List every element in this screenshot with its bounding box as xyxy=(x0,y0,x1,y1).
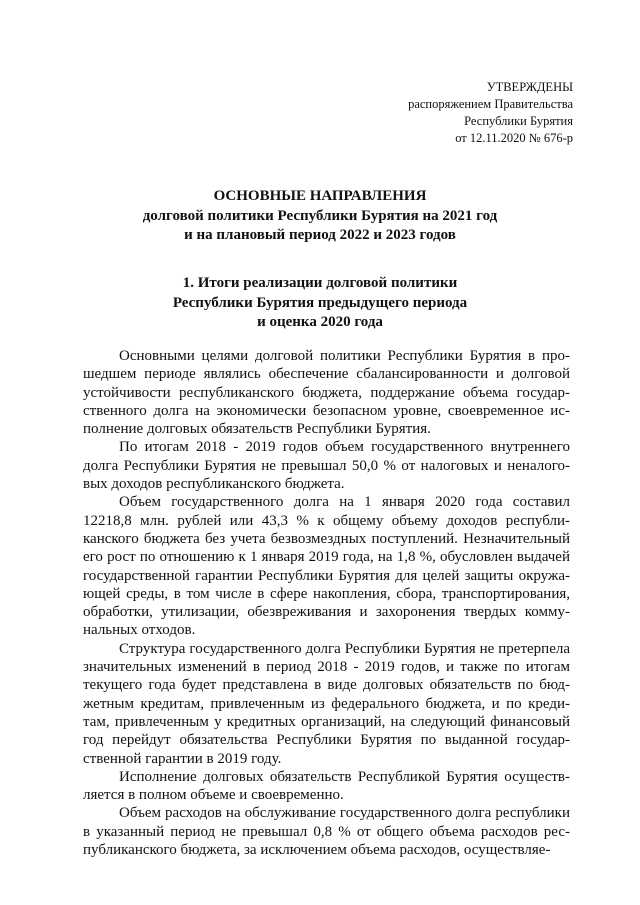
body-paragraph: Основными целями долговой политики Республики Бурятия в прошедшем периоде являлись обеспечение сбалансированности и долговой устойчивости республиканского бюджета, поддержание объема государственного долга на экономически безопасном уровне, своевременное исполнение долговых обязательств Республики Бурятия. xyxy=(83,348,570,438)
document-body xyxy=(83,347,570,859)
section-heading xyxy=(0,274,640,333)
section-heading-line-3: и оценка 2020 года xyxy=(257,314,383,330)
body-paragraph: Объем государственного долга на 1 января 2020 года составил 12218,8 млн. рублей или 43,3 % к общему объему доходов республиканского бюджета без учета безвозмездных поступлений. Незначительный его рост по отношению к 1 января 2019 года, на 1,8 %, обусловлен выдачей государственной гарантии Республики Бурятия для целей защиты окружающей среды, в том числе в сфере накопления, сбора, транспортирования, обработки, утилизации, обезвреживания и захоронения твердых коммунальных отходов. xyxy=(83,494,570,639)
title-line-1: ОСНОВНЫЕ НАПРАВЛЕНИЯ xyxy=(213,188,427,204)
approval-line-order: распоряжением Правительства xyxy=(408,97,573,111)
approval-line-date-number: от 12.11.2020 № 676-р xyxy=(455,131,573,145)
section-heading-line-2: Республики Бурятия предыдущего периода xyxy=(172,294,468,311)
section-heading-line-1: 1. Итоги реализации долговой политики xyxy=(182,275,458,291)
body-paragraph: Структура государственного долга Республики Бурятия не претерпела значительных изменений в период 2018 - 2019 годов, и также по итогам текущего года будет представлена в виде долговых обязательств по бюджетным кредитам, привлеченным из федерального бюджета, и по кредитам, привлеченным у кредитных организаций, на следующий финансовый год перейдут обязательства Республики Бурятия по выданной государственной гарантии в 2019 году. xyxy=(83,640,570,767)
document-title xyxy=(0,187,640,246)
body-paragraph: Исполнение долговых обязательств Республикой Бурятия осуществляется в полном объеме и своевременно. xyxy=(83,768,570,804)
approval-line-republic: Республики Бурятия xyxy=(464,114,573,128)
approval-stamp xyxy=(408,79,573,147)
title-line-2: долговой политики Республики Бурятия на 2021 год xyxy=(142,207,498,224)
approval-line-approved: УТВЕРЖДЕНЫ xyxy=(486,80,573,94)
title-line-3: и на плановый период 2022 и 2023 годов xyxy=(184,227,456,243)
body-paragraph: Объем расходов на обслуживание государственного долга республики в указанный период не превышал 0,8 % от общего объема расходов республиканского бюджета, за исключением объема расходов, осуществляе- xyxy=(83,805,570,859)
body-paragraph: По итогам 2018 - 2019 годов объем государственного внутреннего долга Республики Бурятия не превышал 50,0 % от налоговых и неналоговых доходов республиканского бюджета. xyxy=(83,439,570,493)
